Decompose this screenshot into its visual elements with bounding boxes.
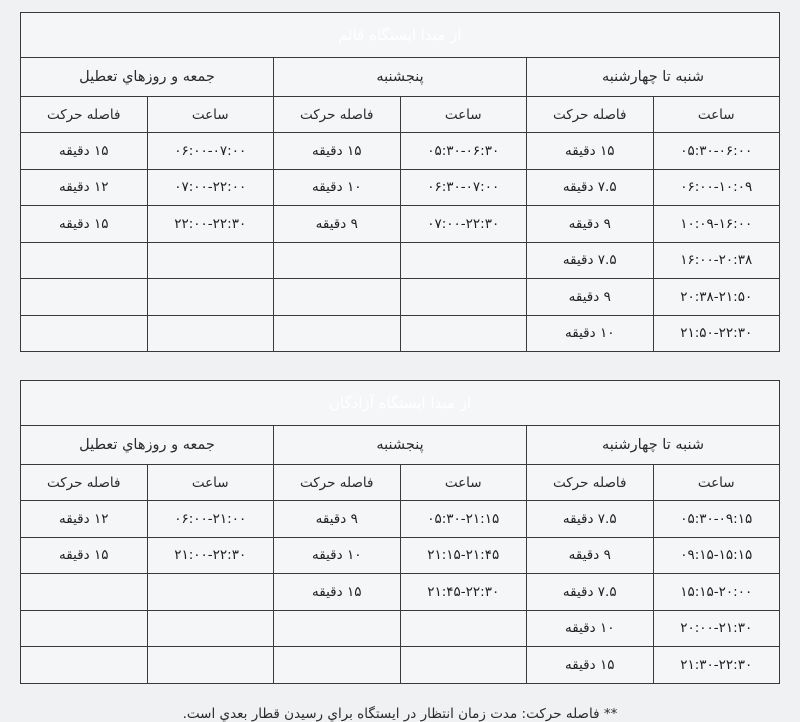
cell-time: ۰۷:۰۰-۲۲:۰۰: [147, 169, 274, 206]
sub-header-time-friday: ساعت: [147, 97, 274, 133]
sub-header-interval-satwed: فاصله حرکت: [527, 465, 654, 501]
timetable-ghaem: [20, 12, 780, 352]
cell-interval: ۹ دقیقه: [274, 206, 401, 243]
cell-interval: ۱۵ دقیقه: [21, 206, 148, 243]
table-title-row: [21, 13, 780, 58]
sub-header-time-thursday: ساعت: [400, 97, 527, 133]
table-row: [21, 206, 780, 243]
cell-time-empty: [400, 315, 527, 352]
day-group-friday-holidays: جمعه و روزهاي تعطیل: [21, 58, 274, 97]
day-group-header-row: [21, 58, 780, 97]
cell-interval-empty: [21, 315, 148, 352]
cell-time-empty: [147, 647, 274, 684]
cell-interval: ۹ دقیقه: [274, 501, 401, 538]
day-group-thursday: پنجشنبه: [274, 58, 527, 97]
cell-time-empty: [400, 242, 527, 279]
cell-interval: ۷.۵ دقیقه: [527, 242, 654, 279]
table-row: [21, 647, 780, 684]
cell-interval-empty: [274, 647, 401, 684]
sub-header-time-satwed: ساعت: [653, 97, 780, 133]
cell-time-empty: [147, 279, 274, 316]
sub-header-interval-thursday: فاصله حرکت: [274, 97, 401, 133]
table-row: [21, 315, 780, 352]
cell-interval: ۱۵ دقیقه: [527, 647, 654, 684]
cell-interval-empty: [274, 242, 401, 279]
cell-time-empty: [147, 315, 274, 352]
cell-interval: ۱۵ دقیقه: [274, 133, 401, 170]
sub-header-time-thursday: ساعت: [400, 465, 527, 501]
table-title-row: [21, 381, 780, 426]
sub-header-interval-friday: فاصله حرکت: [21, 97, 148, 133]
day-group-saturday-to-wednesday: شنبه تا چهارشنبه: [527, 58, 780, 97]
cell-interval-empty: [21, 242, 148, 279]
cell-time: ۰۵:۳۰-۲۱:۱۵: [400, 501, 527, 538]
cell-interval: ۹ دقیقه: [527, 279, 654, 316]
cell-time: ۱۰:۰۹-۱۶:۰۰: [653, 206, 780, 243]
day-group-thursday: پنجشنبه: [274, 426, 527, 465]
cell-time: ۰۵:۳۰-۰۶:۰۰: [653, 133, 780, 170]
sub-header-row: [21, 465, 780, 501]
timetable-azadegan: [20, 380, 780, 684]
cell-time: ۰۷:۰۰-۲۲:۳۰: [400, 206, 527, 243]
cell-time: ۰۵:۳۰-۰۹:۱۵: [653, 501, 780, 538]
table-row: [21, 242, 780, 279]
cell-interval: ۹ دقیقه: [527, 537, 654, 574]
cell-interval-empty: [21, 647, 148, 684]
table-row: [21, 537, 780, 574]
table-row: [21, 574, 780, 611]
cell-interval: ۱۰ دقیقه: [527, 315, 654, 352]
table-row: [21, 610, 780, 647]
sub-header-interval-thursday: فاصله حرکت: [274, 465, 401, 501]
cell-time: ۲۱:۰۰-۲۲:۳۰: [147, 537, 274, 574]
cell-interval: ۱۵ دقیقه: [274, 574, 401, 611]
cell-time: ۱۵:۱۵-۲۰:۰۰: [653, 574, 780, 611]
cell-time: ۲۲:۰۰-۲۲:۳۰: [147, 206, 274, 243]
cell-interval-empty: [21, 279, 148, 316]
table-row: [21, 501, 780, 538]
cell-interval-empty: [274, 279, 401, 316]
cell-interval: ۹ دقیقه: [527, 206, 654, 243]
table-row: [21, 279, 780, 316]
cell-interval: ۱۰ دقیقه: [527, 610, 654, 647]
table-title-ghaem: از مبدا ایستگاه قائم: [21, 13, 780, 58]
cell-time: ۰۶:۳۰-۰۷:۰۰: [400, 169, 527, 206]
footnote-text: ** فاصله حرکت: مدت زمان انتظار در ایستگاه براي رسیدن قطار بعدي است.: [182, 705, 618, 722]
day-group-saturday-to-wednesday: شنبه تا چهارشنبه: [527, 426, 780, 465]
cell-time: ۰۵:۳۰-۰۶:۳۰: [400, 133, 527, 170]
cell-time: ۲۰:۰۰-۲۱:۳۰: [653, 610, 780, 647]
cell-time: ۱۶:۰۰-۲۰:۳۸: [653, 242, 780, 279]
cell-interval: ۷.۵ دقیقه: [527, 169, 654, 206]
cell-interval: ۷.۵ دقیقه: [527, 501, 654, 538]
cell-interval: ۱۰ دقیقه: [274, 537, 401, 574]
table-row: [21, 133, 780, 170]
cell-interval: ۱۵ دقیقه: [21, 537, 148, 574]
table-row: [21, 169, 780, 206]
cell-time-empty: [147, 574, 274, 611]
sub-header-time-friday: ساعت: [147, 465, 274, 501]
day-group-friday-holidays: جمعه و روزهاي تعطیل: [21, 426, 274, 465]
cell-time: ۲۱:۵۰-۲۲:۳۰: [653, 315, 780, 352]
cell-time: ۲۱:۱۵-۲۱:۴۵: [400, 537, 527, 574]
cell-interval-empty: [21, 574, 148, 611]
sub-header-time-satwed: ساعت: [653, 465, 780, 501]
cell-interval: ۱۵ دقیقه: [527, 133, 654, 170]
cell-time: ۰۶:۰۰-۱۰:۰۹: [653, 169, 780, 206]
sub-header-interval-satwed: فاصله حرکت: [527, 97, 654, 133]
cell-interval-empty: [21, 610, 148, 647]
cell-interval: ۱۰ دقیقه: [274, 169, 401, 206]
cell-time: ۰۶:۰۰-۰۷:۰۰: [147, 133, 274, 170]
cell-time-empty: [400, 647, 527, 684]
sub-header-row: [21, 97, 780, 133]
table-title-azadegan: از مبدا ایستگاه آزادگان: [21, 381, 780, 426]
day-group-header-row: [21, 426, 780, 465]
cell-time-empty: [147, 610, 274, 647]
cell-time: ۲۰:۳۸-۲۱:۵۰: [653, 279, 780, 316]
cell-time-empty: [400, 610, 527, 647]
cell-time: ۰۶:۰۰-۲۱:۰۰: [147, 501, 274, 538]
cell-interval: ۷.۵ دقیقه: [527, 574, 654, 611]
cell-time-empty: [147, 242, 274, 279]
sub-header-interval-friday: فاصله حرکت: [21, 465, 148, 501]
cell-time: ۲۱:۴۵-۲۲:۳۰: [400, 574, 527, 611]
cell-time: ۰۹:۱۵-۱۵:۱۵: [653, 537, 780, 574]
cell-time-empty: [400, 279, 527, 316]
cell-time: ۲۱:۳۰-۲۲:۳۰: [653, 647, 780, 684]
cell-interval: ۱۵ دقیقه: [21, 133, 148, 170]
table-separator: [20, 352, 780, 380]
cell-interval-empty: [274, 610, 401, 647]
cell-interval: ۱۲ دقیقه: [21, 169, 148, 206]
cell-interval-empty: [274, 315, 401, 352]
cell-interval: ۱۲ دقیقه: [21, 501, 148, 538]
